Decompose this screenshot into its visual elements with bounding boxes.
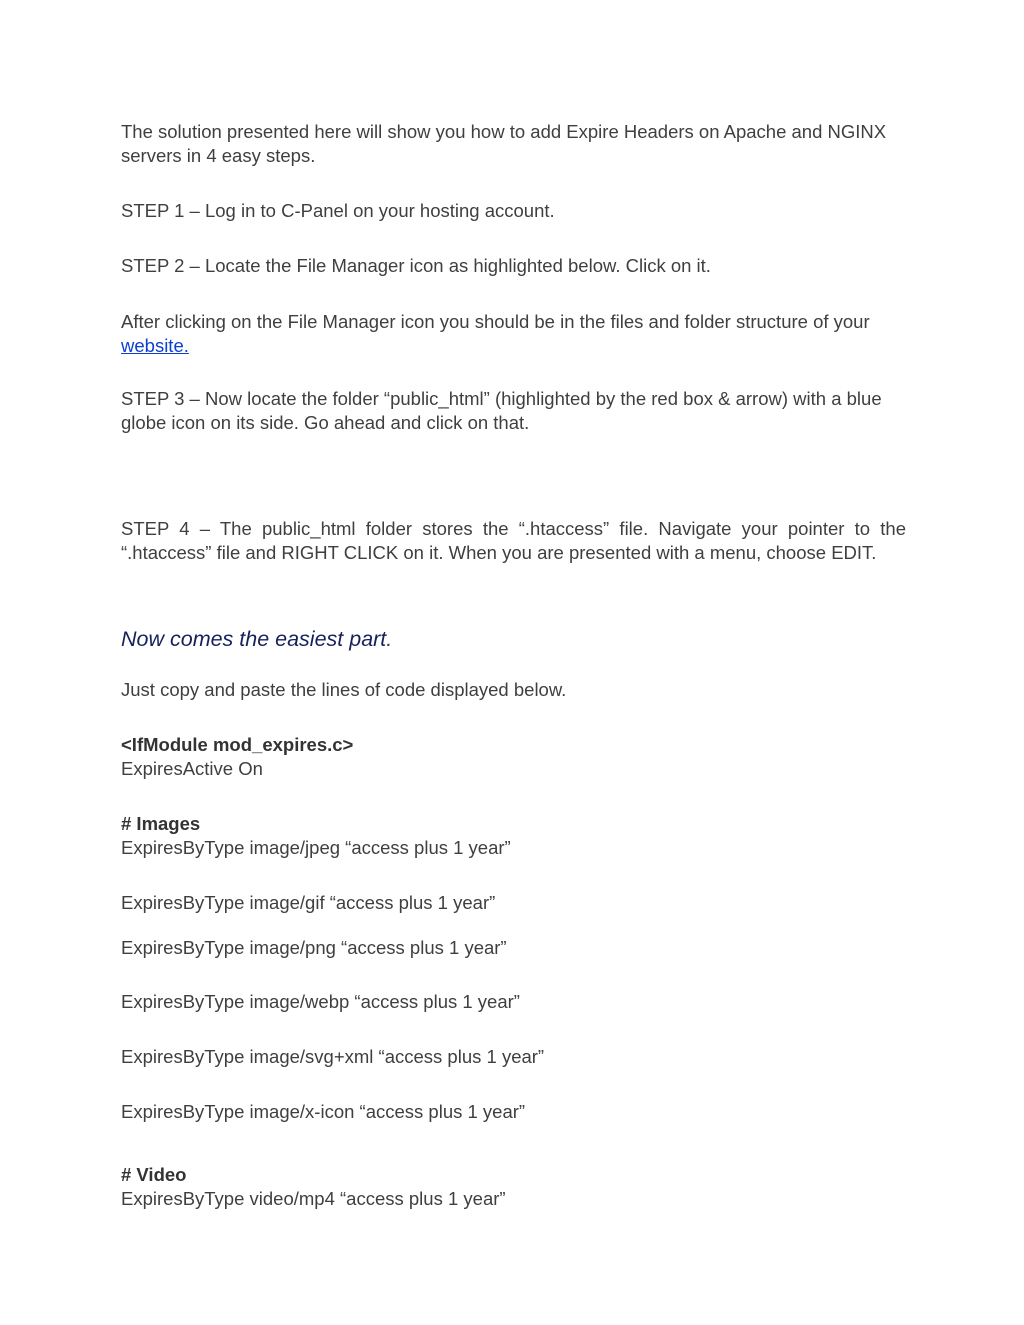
copy-paste-paragraph: Just copy and paste the lines of code displayed below.	[121, 679, 567, 700]
ifmodule-line: <IfModule mod_expires.c>	[121, 734, 354, 755]
ifmodule-block	[121, 733, 906, 780]
after-click-paragraph	[121, 310, 906, 357]
code-line-svg: ExpiresByType image/svg+xml “access plus 1 year”	[121, 1046, 545, 1067]
easiest-part-heading-text: Now comes the easiest part	[121, 627, 387, 651]
video-comment-line: # Video	[121, 1164, 187, 1185]
code-line-mp4: ExpiresByType video/mp4 “access plus 1 year”	[121, 1187, 506, 1209]
step-3-paragraph: STEP 3 – Now locate the folder “public_html” (highlighted by the red box & arrow) with a blue globe icon on its side. Go ahead and click on that.	[121, 388, 882, 433]
step-4-paragraph: STEP 4 – The public_html folder stores the “.htaccess” file. Navigate your pointer to the “.htaccess” file and RIGHT CLICK on it. When you are presented with a menu, choose EDIT.	[121, 518, 906, 563]
website-link[interactable]: website.	[121, 334, 189, 356]
code-line-gif: ExpiresByType image/gif “access plus 1 year”	[121, 892, 496, 913]
intro-paragraph: The solution presented here will show you how to add Expire Headers on Apache and NGINX servers in 4 easy steps.	[121, 121, 887, 166]
code-line-jpeg: ExpiresByType image/jpeg “access plus 1 year”	[121, 836, 511, 858]
after-click-text: After clicking on the File Manager icon you should be in the files and folder structure of your	[121, 311, 870, 332]
code-line-png: ExpiresByType image/png “access plus 1 year”	[121, 937, 507, 958]
step-1-paragraph: STEP 1 – Log in to C-Panel on your hosting account.	[121, 200, 555, 221]
images-comment-line: # Images	[121, 813, 201, 834]
expires-active-line: ExpiresActive On	[121, 757, 263, 779]
code-line-webp: ExpiresByType image/webp “access plus 1 year”	[121, 991, 520, 1012]
easiest-part-heading-period: .	[386, 627, 393, 651]
easiest-part-heading	[121, 626, 906, 652]
video-block	[121, 1163, 906, 1210]
code-line-xicon: ExpiresByType image/x-icon “access plus 1 year”	[121, 1101, 526, 1122]
step-2-paragraph: STEP 2 – Locate the File Manager icon as highlighted below. Click on it.	[121, 255, 711, 276]
images-block	[121, 812, 906, 859]
